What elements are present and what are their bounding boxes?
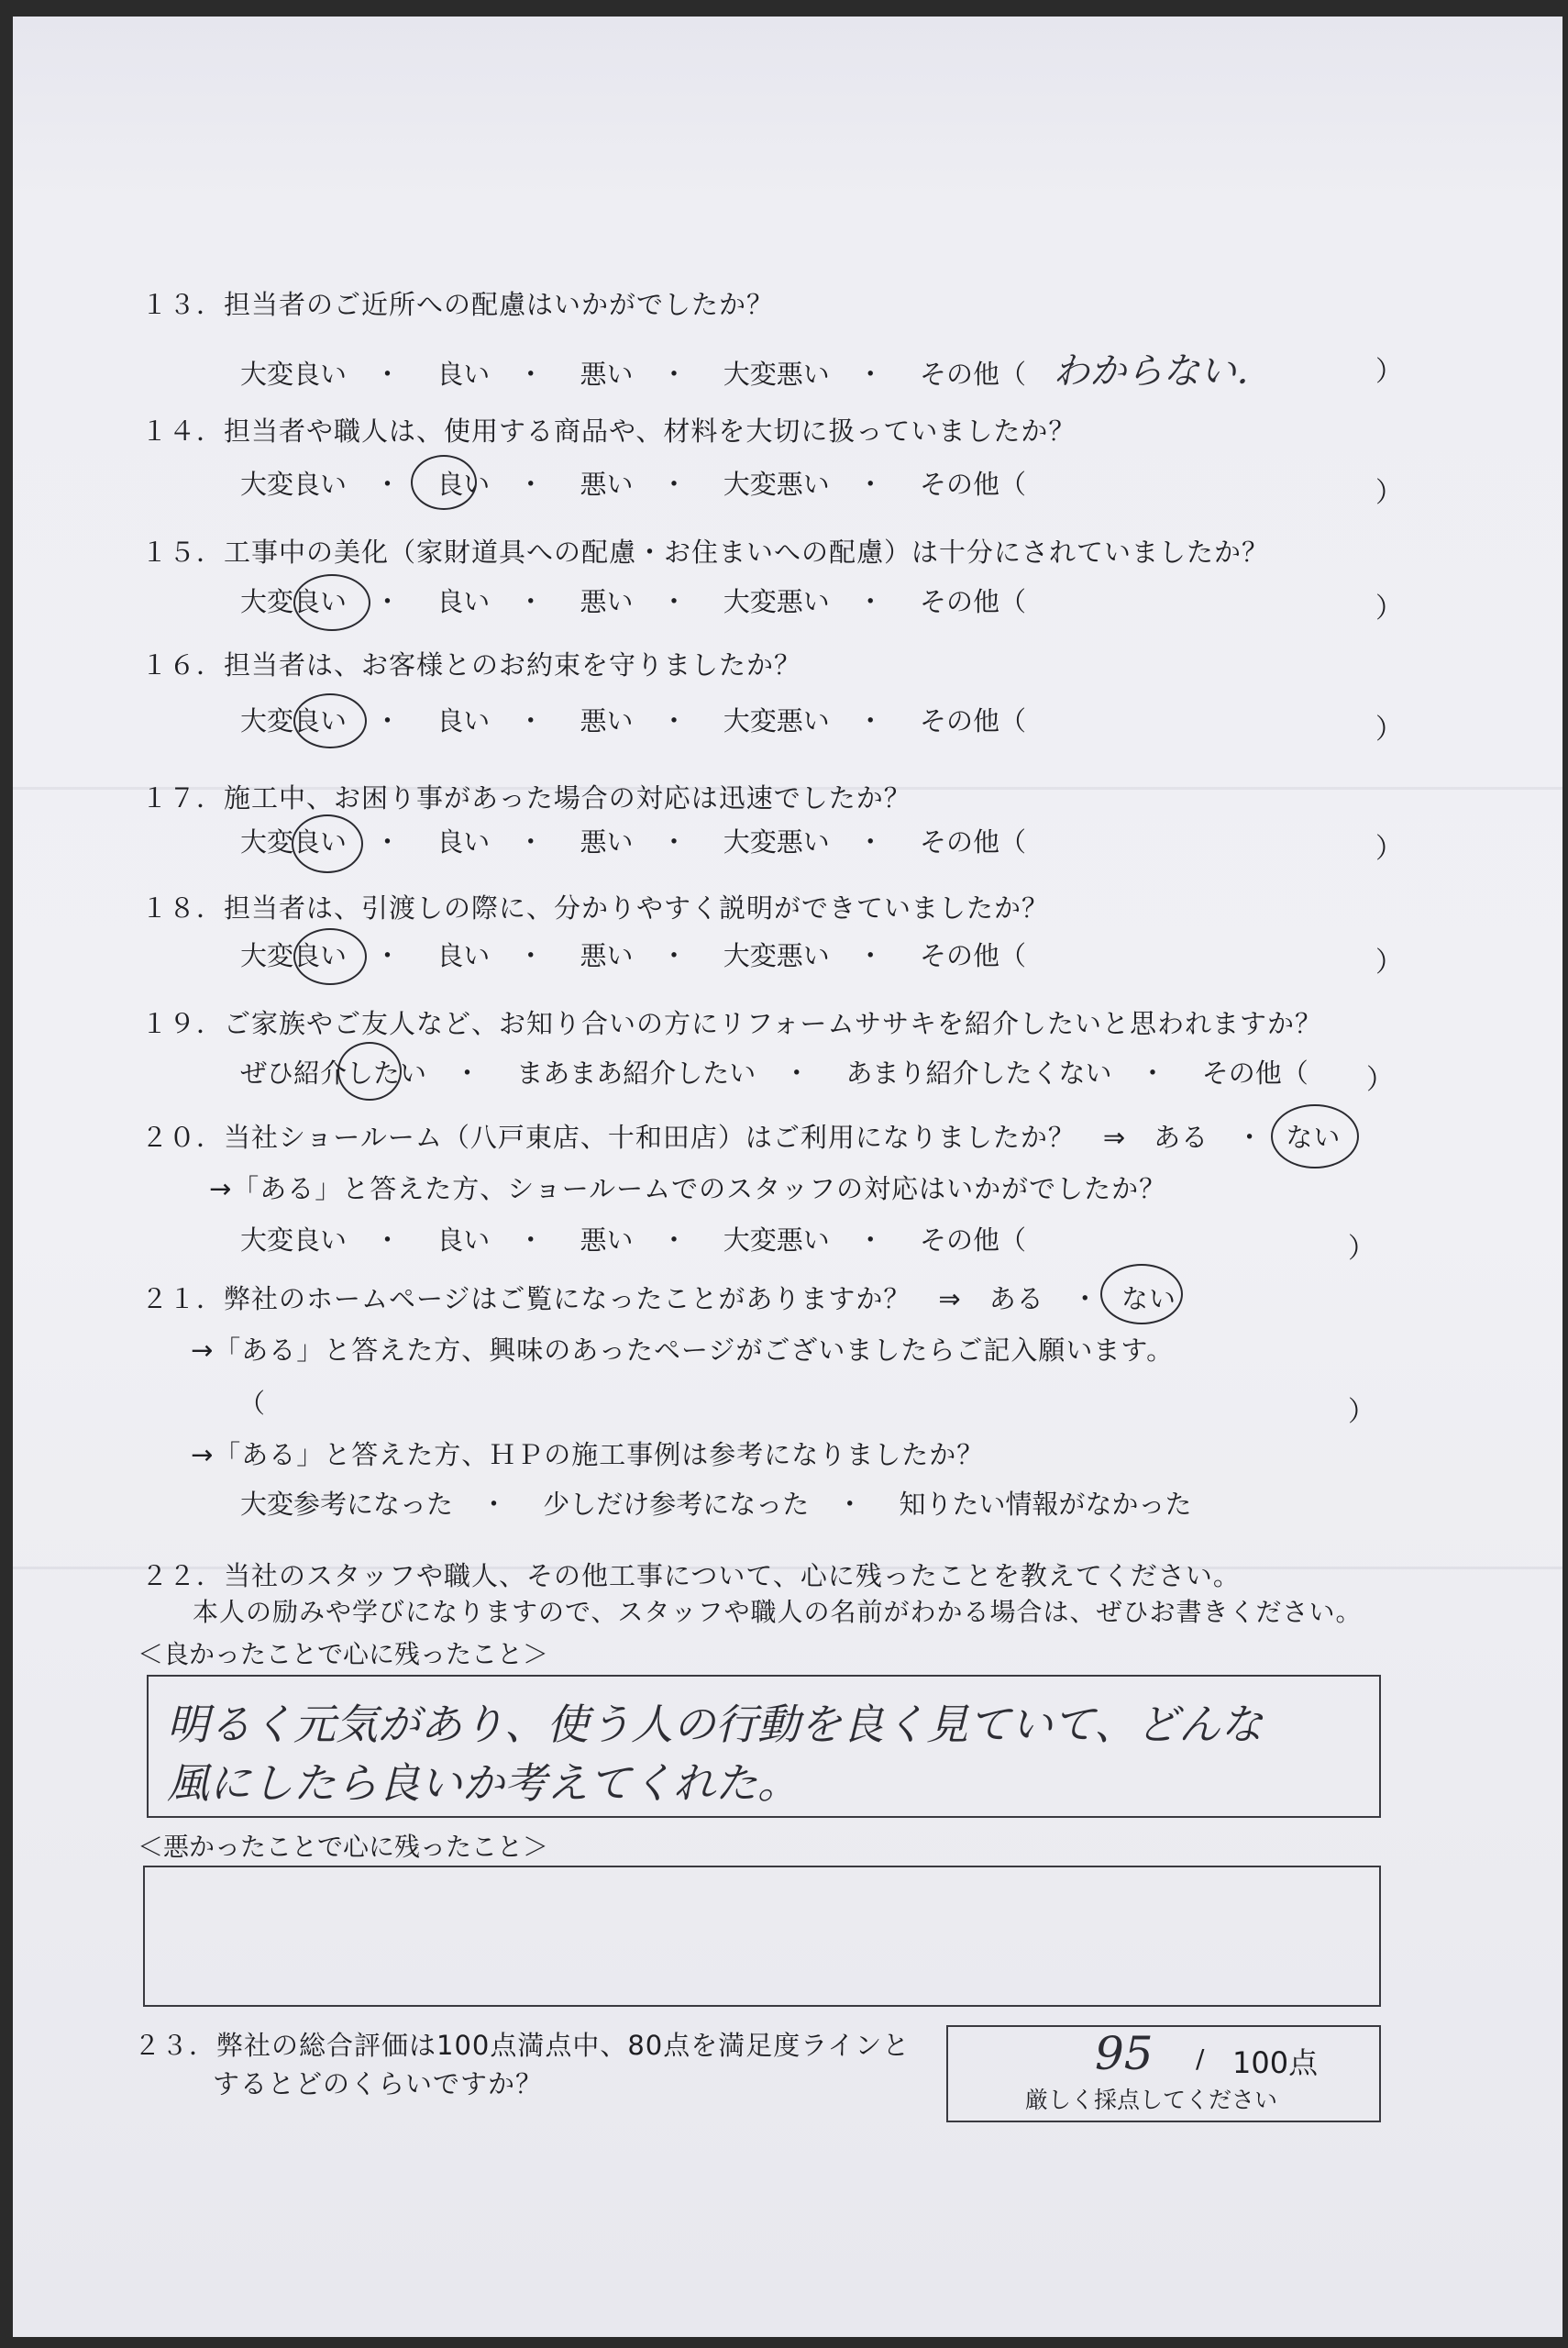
q18-opt-3[interactable]: 悪い xyxy=(580,940,634,971)
q14-text: １４．担当者や職人は、使用する商品や、材料を大切に扱っていましたか？ xyxy=(141,415,1077,447)
q17-close-paren: ） xyxy=(1375,833,1403,865)
q14-close-paren: ） xyxy=(1375,477,1403,509)
q17-opt-1[interactable]: 大変良い xyxy=(240,826,348,858)
q21-options: 大変参考になった ・ 少しだけ参考になった ・ 知りたい情報がなかった xyxy=(240,1484,1192,1522)
q20-options: 大変良い ・ 良い ・ 悪い ・ 大変悪い ・ その他（ xyxy=(240,1220,1026,1257)
q18-opt-2[interactable]: 良い xyxy=(436,940,491,971)
q21-opt-1[interactable]: 大変参考になった xyxy=(240,1489,454,1520)
good-comment-line2: 風にしたら良いか考えてくれた。 xyxy=(167,1758,800,1808)
q19-text: １９．ご家族やご友人など、お知り合いの方にリフォームササキを紹介したいと思われますか？ xyxy=(141,1008,1322,1039)
q21-close-paren: ） xyxy=(1348,1396,1375,1428)
q13-text: １３．担当者のご近所への配慮はいかがでしたか？ xyxy=(141,289,775,320)
q22-note: 本人の励みや学びになりますので、スタッフや職人の名前がわかる場合は、ぜひお書きください。 xyxy=(193,1597,1363,1627)
q20-answer[interactable]: ない xyxy=(1286,1122,1342,1153)
q20-close-paren: ） xyxy=(1348,1233,1375,1265)
q21-answer-circle xyxy=(1100,1264,1183,1324)
q18-options: 大変良い ・ 良い ・ 悪い ・ 大変悪い ・ その他（ xyxy=(240,936,1026,973)
q17-opt-5[interactable]: その他（ xyxy=(920,826,1027,858)
score-slash: / xyxy=(1196,2043,1205,2074)
q20-opt-4[interactable]: 大変悪い xyxy=(723,1224,830,1256)
q21-question: ２１．弊社のホームページはご覧になったことがありますか？ ⇒ ある ・ xyxy=(141,1283,1099,1314)
bad-section-label: ＜悪かったことで心に残ったこと＞ xyxy=(138,1832,549,1862)
q14-opt-1[interactable]: 大変良い xyxy=(240,469,348,500)
q21-opt-2[interactable]: 少しだけ参考になった xyxy=(543,1489,810,1520)
q15-close-paren: ） xyxy=(1375,593,1403,625)
q13-close-paren: ） xyxy=(1375,356,1403,388)
q20-opt-5[interactable]: その他（ xyxy=(920,1224,1027,1256)
q13-other-written: わからない． xyxy=(1053,350,1274,393)
q21-opt-3[interactable]: 知りたい情報がなかった xyxy=(899,1489,1192,1520)
q16-opt-1[interactable]: 大変良い xyxy=(240,705,348,737)
bad-comment-box[interactable] xyxy=(143,1866,1381,2007)
good-section-label: ＜良かったことで心に残ったこと＞ xyxy=(138,1639,549,1669)
q15-text: １５．工事中の美化（家財道具への配慮・お住まいへの配慮）は十分にされていましたか？ xyxy=(141,537,1270,568)
q21-open-paren: （ xyxy=(238,1388,267,1419)
q19-opt-4[interactable]: その他（ xyxy=(1201,1058,1309,1089)
q14-answer-circle xyxy=(411,455,477,510)
q21-sub2: →「ある」と答えた方、ＨＰの施工事例は参考になりましたか？ xyxy=(191,1439,985,1470)
q17-opt-2[interactable]: 良い xyxy=(436,826,491,858)
score-note: 厳しく採点してください xyxy=(1025,2087,1278,2113)
q18-text: １８．担当者は、引渡しの際に、分かりやすく説明ができていましたか？ xyxy=(141,892,1050,924)
good-comment-line1: 明るく元気があり、使う人の行動を良く見ていて、どんな xyxy=(167,1700,1264,1749)
q21-sub1: →「ある」と答えた方、興味のあったページがございましたらご記入願います。 xyxy=(191,1335,1175,1366)
score-max: 100点 xyxy=(1232,2045,1319,2080)
q19-answer-circle xyxy=(337,1042,402,1101)
q19-options: ぜひ紹介したい ・ まあまあ紹介したい ・ あまり紹介したくない ・ その他（ xyxy=(240,1053,1309,1091)
q16-opt-3[interactable]: 悪い xyxy=(580,705,634,737)
q20-opt-2[interactable]: 良い xyxy=(436,1224,491,1256)
q13-options: 大変良い ・ 良い ・ 悪い ・ 大変悪い ・ その他（ わからない． xyxy=(240,350,1274,393)
q15-opt-3[interactable]: 悪い xyxy=(580,586,634,617)
q14-opt-4[interactable]: 大変悪い xyxy=(723,469,830,500)
q16-options: 大変良い ・ 良い ・ 悪い ・ 大変悪い ・ その他（ xyxy=(240,701,1026,738)
q14-options: 大変良い ・ 良い ・ 悪い ・ 大変悪い ・ その他（ xyxy=(240,464,1026,502)
q23-text-line1: ２３．弊社の総合評価は100点満点中、80点を満足度ラインと xyxy=(134,2030,911,2061)
q13-opt-1[interactable]: 大変良い xyxy=(240,359,348,390)
q17-options: 大変良い ・ 良い ・ 悪い ・ 大変悪い ・ その他（ xyxy=(240,822,1026,859)
q17-text: １７．施工中、お困り事があった場合の対応は迅速でしたか？ xyxy=(141,782,911,814)
q13-opt-2[interactable]: 良い xyxy=(436,359,491,390)
q13-opt-3[interactable]: 悪い xyxy=(580,359,634,390)
q14-opt-2[interactable]: 良い xyxy=(436,469,491,500)
q15-options: 大変良い ・ 良い ・ 悪い ・ 大変悪い ・ その他（ xyxy=(240,581,1026,619)
q18-opt-1[interactable]: 大変良い xyxy=(240,940,348,971)
q15-answer-circle xyxy=(293,574,370,631)
q13-opt-5[interactable]: その他（ xyxy=(920,359,1027,390)
q20-text xyxy=(141,1117,1341,1155)
score-value: 95 xyxy=(1095,2027,1154,2080)
q17-opt-4[interactable]: 大変悪い xyxy=(723,826,830,858)
q16-close-paren: ） xyxy=(1375,714,1403,746)
q17-answer-circle xyxy=(292,814,363,873)
q15-opt-1[interactable]: 大変良い xyxy=(240,586,348,617)
q18-answer-circle xyxy=(293,928,367,985)
q16-opt-2[interactable]: 良い xyxy=(436,705,491,737)
q20-opt-3[interactable]: 悪い xyxy=(580,1224,634,1256)
q16-opt-4[interactable]: 大変悪い xyxy=(723,705,830,737)
q20-opt-1[interactable]: 大変良い xyxy=(240,1224,348,1256)
q19-close-paren: ） xyxy=(1366,1064,1394,1096)
q18-opt-5[interactable]: その他（ xyxy=(920,940,1027,971)
q22-text: ２２．当社のスタッフや職人、その他工事について、心に残ったことを教えてください。 xyxy=(141,1560,1241,1591)
q18-opt-4[interactable]: 大変悪い xyxy=(723,940,830,971)
q19-opt-1[interactable]: ぜひ紹介したい xyxy=(240,1058,427,1089)
q19-opt-2[interactable]: まあまあ紹介したい xyxy=(516,1058,756,1089)
q14-opt-3[interactable]: 悪い xyxy=(580,469,634,500)
q16-text: １６．担当者は、お客様とのお約束を守りましたか？ xyxy=(141,649,802,681)
q16-answer-circle xyxy=(293,693,367,748)
q21-text xyxy=(141,1279,1176,1316)
q23-text-line2: するとどのくらいですか？ xyxy=(213,2068,544,2099)
score-box[interactable] xyxy=(946,2025,1381,2122)
q13-opt-4[interactable]: 大変悪い xyxy=(723,359,830,390)
q20-sub: →「ある」と答えた方、ショールームでのスタッフの対応はいかがでしたか？ xyxy=(209,1173,1167,1204)
q17-opt-3[interactable]: 悪い xyxy=(580,826,634,858)
q18-close-paren: ） xyxy=(1375,947,1403,979)
good-comment-box[interactable] xyxy=(147,1675,1381,1818)
survey-page xyxy=(13,17,1562,2337)
q14-opt-5[interactable]: その他（ xyxy=(920,469,1027,500)
q21-answer[interactable]: ない xyxy=(1121,1283,1176,1314)
q15-opt-5[interactable]: その他（ xyxy=(920,586,1027,617)
q19-opt-3[interactable]: あまり紹介したくない xyxy=(845,1058,1112,1089)
q15-opt-4[interactable]: 大変悪い xyxy=(723,586,830,617)
q20-answer-circle xyxy=(1271,1104,1359,1168)
q15-opt-2[interactable]: 良い xyxy=(436,586,491,617)
q16-opt-5[interactable]: その他（ xyxy=(920,705,1027,737)
q20-question: ２０．当社ショールーム（八戸東店、十和田店）はご利用になりましたか？ ⇒ ある ・ xyxy=(141,1122,1264,1153)
